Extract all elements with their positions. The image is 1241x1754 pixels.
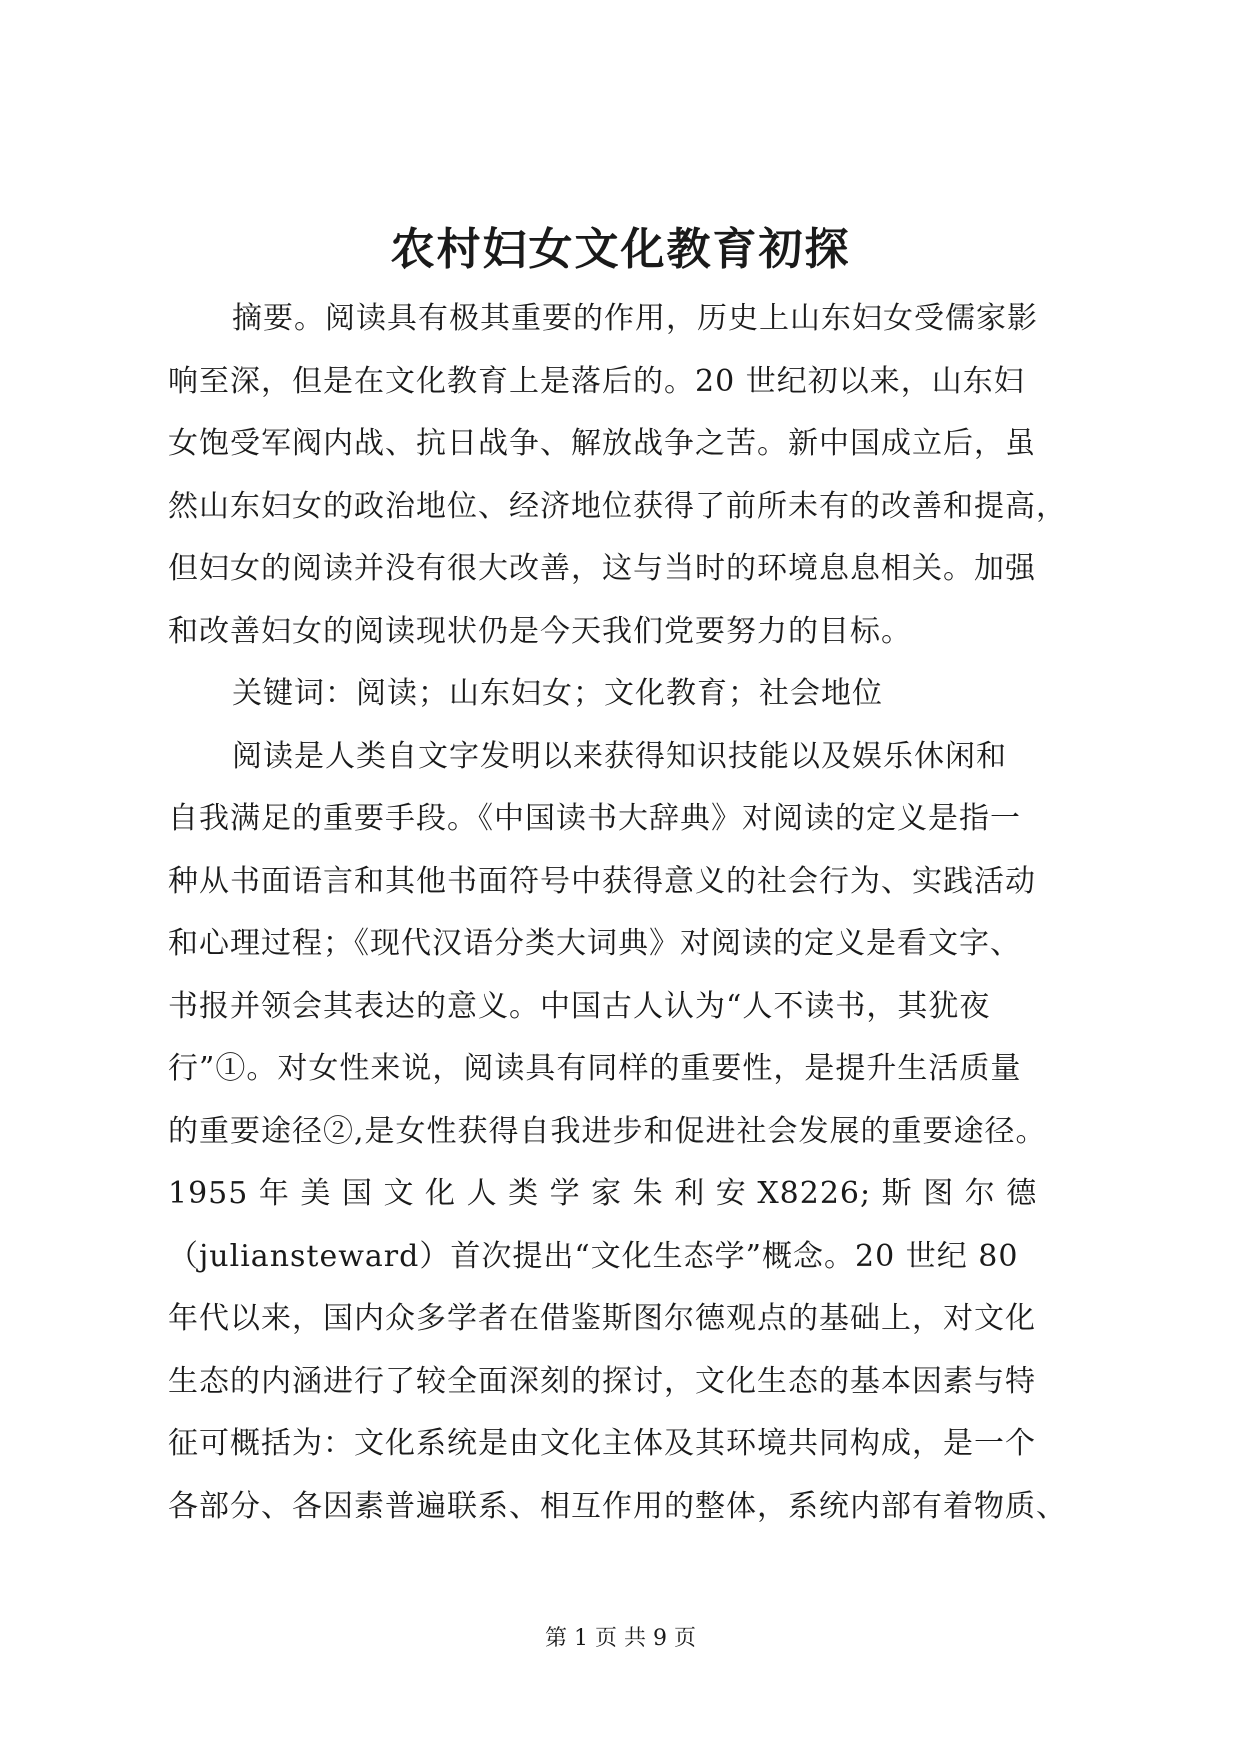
body-line: 各部分、各因素普遍联系、相互作用的整体，系统内部有着物质、 bbox=[168, 1488, 1067, 1524]
body-line: （juliansteward）首次提出“文化生态学”概念。20 世纪 80 bbox=[168, 1238, 1019, 1274]
page-footer: 第 1 页 共 9 页 bbox=[545, 1626, 696, 1651]
body-line: 征可概括为：文化系统是由文化主体及其环境共同构成，是一个 bbox=[168, 1426, 1036, 1461]
body-line: 书报并领会其表达的意义。中国古人认为“人不读书，其犹夜 bbox=[168, 988, 991, 1024]
abstract-line: 和改善妇女的阅读现状仍是今天我们党要努力的目标。 bbox=[168, 613, 912, 649]
document-body bbox=[168, 288, 1080, 1538]
abstract-line: 摘要。阅读具有极其重要的作用，历史上山东妇女受儒家影 bbox=[232, 301, 1038, 336]
body-line: 的重要途径②,是女性获得自我进步和促进社会发展的重要途径。 bbox=[168, 1113, 1047, 1149]
abstract-line: 女饱受军阀内战、抗日战争、解放战争之苦。新中国成立后，虽 bbox=[168, 426, 1036, 461]
body-line: 生态的内涵进行了较全面深刻的探讨，文化生态的基本因素与特 bbox=[168, 1363, 1036, 1399]
abstract-line: 然山东妇女的政治地位、经济地位获得了前所未有的改善和提高， bbox=[168, 488, 1067, 524]
abstract-line: 响至深，但是在文化教育上是落后的。20 世纪初以来，山东妇 bbox=[168, 363, 1025, 399]
body-line: 行”①。对女性来说，阅读具有同样的重要性，是提升生活质量 bbox=[168, 1051, 1022, 1086]
body-line: 1955 年 美 国 文 化 人 类 学 家 朱 利 安 X8226; 斯 图 尔 德 bbox=[168, 1176, 1038, 1211]
body-line: 种从书面语言和其他书面符号中获得意义的社会行为、实践活动 bbox=[168, 863, 1036, 899]
document-title: 农村妇女文化教育初探 bbox=[390, 224, 851, 275]
keywords-line: 关键词：阅读；山东妇女；文化教育；社会地位 bbox=[232, 676, 883, 711]
body-line: 和心理过程；《现代汉语分类大词典》对阅读的定义是看文字、 bbox=[168, 926, 1021, 961]
body-line: 自我满足的重要手段。《中国读书大辞典》对阅读的定义是指一 bbox=[168, 801, 1021, 836]
body-line: 阅读是人类自文字发明以来获得知识技能以及娱乐休闲和 bbox=[232, 738, 1007, 774]
body-line: 年代以来，国内众多学者在借鉴斯图尔德观点的基础上，对文化 bbox=[168, 1301, 1036, 1336]
abstract-line: 但妇女的阅读并没有很大改善，这与当时的环境息息相关。加强 bbox=[168, 551, 1036, 586]
